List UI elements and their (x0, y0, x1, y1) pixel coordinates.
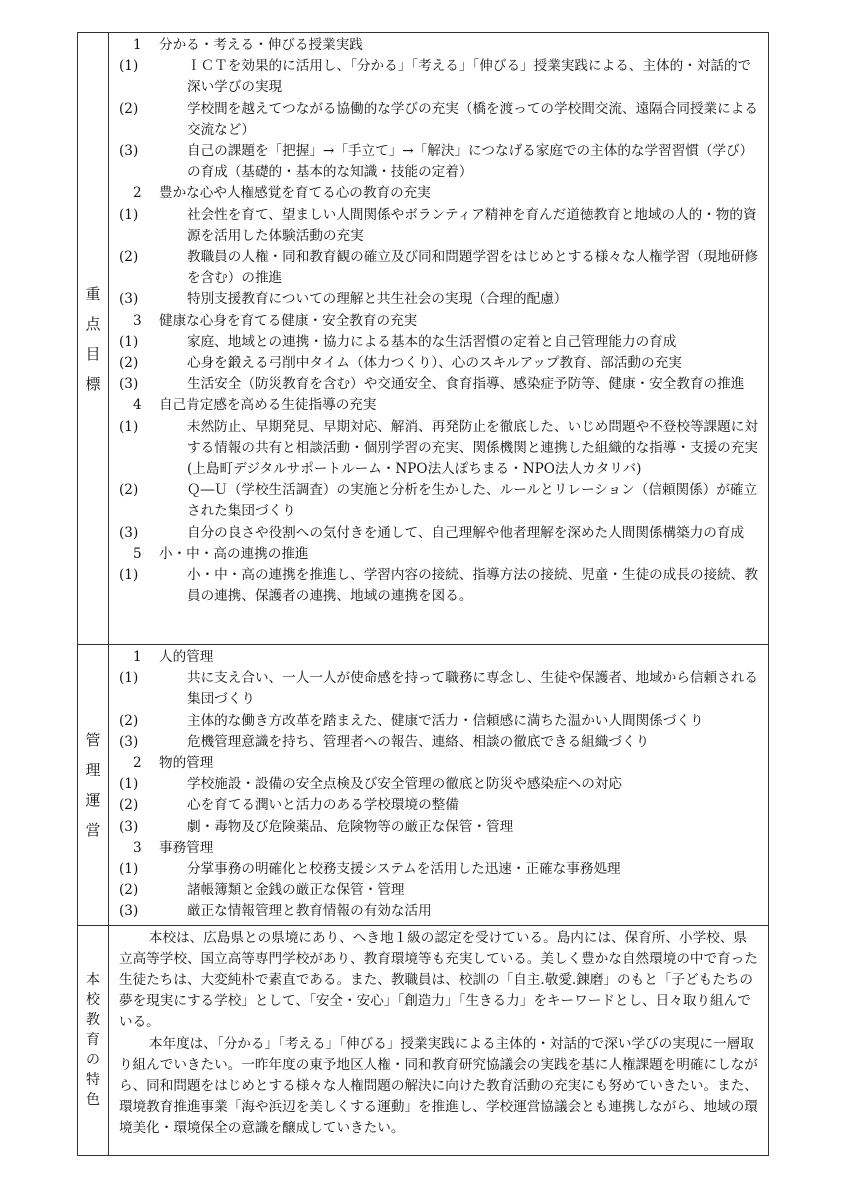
group-title: 4 自己肯定感を高める生徒指導の充実 (133, 397, 377, 414)
label-char: 校 (86, 992, 100, 1009)
list-item: (2) 教職員の人権・同和教育観の確立及び同和問題学習をはじめとする様々な人権学習（現地研修を含む）の推進 (119, 249, 758, 287)
section-priority-goals (78, 33, 769, 645)
list-item: (1) 社会性を育て、望ましい人間関係やボランティア精神を育んだ道徳教育と地域の人的・物的資源を活用した体験活動の充実 (119, 206, 757, 244)
list-item: (2) 心を育てる潤いと活力のある学校環境の整備 (119, 797, 459, 814)
school-plan-table (77, 32, 769, 1156)
section-label (78, 33, 109, 645)
label-char: 目 (85, 344, 101, 363)
label-char: 営 (85, 820, 101, 839)
label-char: 育 (86, 1032, 100, 1049)
list-item: (3) 危機管理意識を持ち、管理者への報告、連絡、相談の徹底できる組織づくり (119, 733, 650, 750)
group-title: 5 小・中・高の連携の推進 (133, 545, 309, 562)
label-char: 本 (86, 972, 100, 989)
list-item: (3) 厳正な情報管理と教育情報の有効な活用 (119, 903, 432, 920)
label-char: 重 (85, 284, 101, 303)
label-char: 標 (85, 374, 101, 393)
paragraph: 本校は、広島県との県境にあり、へき地１級の認定を受けている。島内には、保育所、小学校、県立高等学校、国立高等専門学校があり、教育環境等も充実している。美しく豊かな自然環境の中で育った生徒たちは、大変純朴で素直である。また、教職員は、校訓の「自主.敬愛.錬磨」のもと「子どもたちの夢を現実にする学校」として、「安全・安心」「創造力」「生きる力」をキーワードとし、日々取り組んでいる。 (119, 929, 758, 1031)
list-item: (2) 主体的な働き方改革を踏まえた、健康で活力・信頼感に満ちた温かい人間関係づくり (119, 712, 704, 729)
list-item: (3) 生活安全（防災教育を含む）や交通安全、食育指導、感染症予防等、健康・安全教育の推進 (119, 376, 745, 393)
section-management (78, 645, 769, 926)
list-item: (1) 家庭、地域との連携・協力による基本的な生活習慣の定着と自己管理能力の育成 (119, 333, 677, 350)
label-char: 特 (86, 1072, 100, 1089)
label-char: 運 (85, 790, 101, 809)
list-item: (3) 劇・毒物及び危険薬品、危険物等の厳正な保管・管理 (119, 818, 514, 835)
section-content (109, 645, 769, 926)
group-title: 3 事務管理 (133, 839, 214, 856)
label-char: の (86, 1052, 100, 1069)
group-title: 2 豊かな心や人権感覚を育てる心の教育の充実 (133, 185, 431, 202)
label-char: 理 (85, 760, 101, 779)
paragraph: 本年度は、「分かる」「考える」「伸びる」授業実践による主体的・対話的で深い学びの実現に一層取り組んでいきたい。一昨年度の東予地区人権・同和教育研究協議会の実践を基に人権課題を明確にしながら、同和問題をはじめとする様々な人権問題の解決に向けた教育活動の充実にも努めていきたい。また、環境教育推進事業「海や浜辺を美しくする運動」を推進し、学校運営協議会とも連携しながら、地域の環境美化・環境保全の意識を醸成していきたい。 (119, 1035, 758, 1137)
group-title: 1 人的管理 (133, 649, 214, 665)
section-content (109, 925, 769, 1155)
list-item: (2) 心身を鍛える弓削中タイム（体力つくり）、心のスキルアップ教育、部活動の充実 (119, 355, 682, 372)
section-label (78, 645, 109, 926)
group-title: 3 健康な心身を育てる健康・安全教育の充実 (133, 312, 418, 329)
list-item: (2) 諸帳簿類と金銭の厳正な保管・管理 (119, 882, 405, 899)
list-item: (1) 共に支え合い、一人一人が使命感を持って職務に専念し、生徒や保護者、地域から信頼される集団づくり (119, 670, 758, 708)
section-label (78, 925, 109, 1155)
list-item: (1) 未然防止、早期発見、早期対応、解消、再発防止を徹底した、いじめ問題や不登校等課題に対する情報の共有と相談活動・個別学習の充実、関係機関と連携した組織的な指導・支援の充実(上島町デジタルサポートルーム・NPO法人ぽちまる・NPO法人カタリバ) (119, 418, 758, 478)
list-item: (3) 自己の課題を「把握」→「手立て」→「解決」につなげる家庭での主体的な学習習慣（学び）の育成（基礎的・基本的な知識・技能の定着） (119, 143, 754, 181)
list-item: (1) ＩＣＴを効果的に活用し、「分かる」「考える」「伸びる」授業実践による、主体的・対話的で深い学びの実現 (119, 58, 752, 96)
group-title: 2 物的管理 (133, 755, 214, 772)
list-item: (1) 分掌事務の明確化と校務支援システムを活用した迅速・正確な事務処理 (119, 861, 621, 878)
list-item: (3) 特別支援教育についての理解と共生社会の実現（合理的配慮） (119, 291, 568, 308)
list-item: (1) 小・中・高の連携を推進し、学習内容の接続、指導方法の接続、児童・生徒の成長の接続、教員の連携、保護者の連携、地域の連携を図る。 (119, 567, 758, 605)
list-item: (1) 学校施設・設備の安全点検及び安全管理の徹底と防災や感染症への対応 (119, 776, 622, 793)
list-item: (2) Ｑ―Ｕ（学校生活調査）の実施と分析を生かした、ルールとリレーション（信頼関係）が確立された集団づくり (119, 482, 758, 520)
section-school-features (78, 925, 769, 1155)
group-title: 1 分かる・考える・伸びる授業実践 (133, 37, 363, 53)
list-item: (3) 自分の良さや役割への気付きを通して、自己理解や他者理解を深めた人間関係構築力の育成 (119, 524, 745, 541)
label-char: 色 (86, 1092, 100, 1109)
label-char: 教 (86, 1012, 100, 1029)
label-char: 点 (85, 314, 101, 333)
label-char: 管 (85, 730, 101, 749)
list-item: (2) 学校間を越えてつながる協働的な学びの充実（橋を渡っての学校間交流、遠隔合同授業による交流など） (119, 100, 758, 138)
section-content (109, 33, 769, 645)
